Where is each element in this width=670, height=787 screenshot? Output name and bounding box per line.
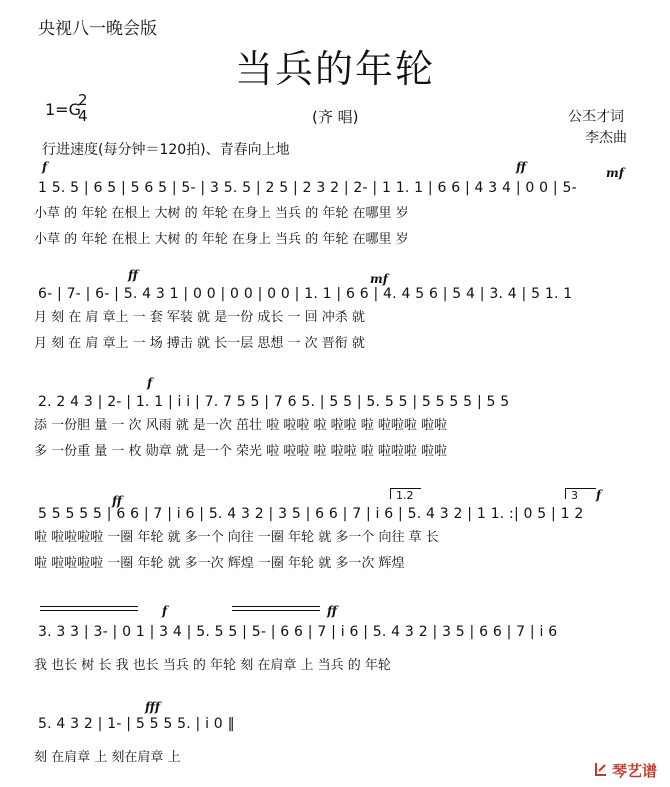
lyricist-credit: 公丕才词 xyxy=(568,109,624,125)
tempo-marking: 行进速度(每分钟＝120拍)、青春向上地 xyxy=(42,142,290,158)
dynamic-mark: mf xyxy=(606,166,624,180)
lyric-verse-1: 添 一份胆 量 一 次 风雨 就 是一次 茁壮 啦 啦啦 啦 啦啦 啦 啦啦啦 啦啦 xyxy=(34,418,447,433)
lyric-verse-2: 小草 的 年轮 在根上 大树 的 年轮 在身上 当兵 的 年轮 在哪里 岁 xyxy=(34,232,409,247)
dynamic-mark: ff xyxy=(327,604,337,618)
composer-credit: 李杰曲 xyxy=(585,130,627,146)
notation-line: 5 5 5 5 5 | 6 6 | 7 | i 6 | 5. 4 3 2 | 3 5 | 6 6 | 7 | i 6 | 5. 4 3 2 | 1 1. :| 0 5 | 1 2 xyxy=(38,506,584,522)
lyric-verse-1: 月 刻 在 肩 章上 一 套 军装 就 是一份 成长 一 回 冲杀 就 xyxy=(34,310,365,325)
dynamic-mark: ff xyxy=(112,494,122,508)
dynamic-mark: f xyxy=(596,488,602,502)
volta-label: 3 xyxy=(571,489,578,502)
lyric-verse-2: 月 刻 在 肩 章上 一 场 搏击 就 长一层 思想 一 次 晋衔 就 xyxy=(34,336,365,351)
notation-line: 5. 4 3 2 | 1- | 5 5 5 5. | i 0 ‖ xyxy=(38,716,235,732)
notation-line: 2. 2 4 3 | 2- | 1. 1 | i i | 7. 7 5 5 | 7 6 5. | 5 5 | 5. 5 5 | 5 5 5 5 | 5 5 xyxy=(38,394,510,410)
source-label: 央视八一晚会版 xyxy=(38,19,157,39)
song-title: 当兵的年轮 xyxy=(234,47,435,91)
site-logo: 琴艺谱 xyxy=(612,762,658,780)
notation-line: 1 5. 5 | 6 5 | 5 6 5 | 5- | 3 5. 5 | 2 5 | 2 3 2 | 2- | 1 1. 1 | 6 6 | 4 3 4 | 0 0 | 5- xyxy=(38,180,577,196)
crescendo-line xyxy=(40,610,138,611)
dynamic-mark: f xyxy=(42,160,48,174)
lyric-verse-1: 啦 啦啦啦啦 一圈 年轮 就 多一个 向往 一圈 年轮 就 多一个 向往 草 长 xyxy=(34,530,439,545)
meter-top: 2 xyxy=(78,91,88,109)
dynamic-mark: mf xyxy=(370,272,388,286)
volta-label: 1.2 xyxy=(396,489,414,502)
lyric-verse-2: 多 一份重 量 一 枚 勋章 就 是一个 荣光 啦 啦啦 啦 啦啦 啦 啦啦啦 啦啦 xyxy=(34,444,447,459)
dynamic-mark: f xyxy=(162,604,168,618)
performance-type: (齐 唱) xyxy=(312,108,359,126)
key-signature: 1=G xyxy=(45,100,81,119)
notation-line: 6- | 7- | 6- | 5. 4 3 1 | 0 0 | 0 0 | 0 0 | 1. 1 | 6 6 | 4. 4 5 6 | 5 4 | 3. 4 | 5 1. 1 xyxy=(38,286,573,302)
dynamic-mark: ff xyxy=(128,268,138,282)
lyric-verse-1: 刻 在肩章 上 刻在肩章 上 xyxy=(34,750,181,765)
crescendo-line xyxy=(40,606,138,607)
music-note-icon xyxy=(593,761,609,777)
lyric-verse-1: 我 也长 树 长 我 也长 当兵 的 年轮 刻 在肩章 上 当兵 的 年轮 xyxy=(34,658,391,673)
meter-bottom: 4 xyxy=(78,107,88,125)
crescendo-line xyxy=(232,606,320,607)
dynamic-mark: ff xyxy=(516,160,526,174)
lyric-verse-2: 啦 啦啦啦啦 一圈 年轮 就 多一次 辉煌 一圈 年轮 就 多一次 辉煌 xyxy=(34,556,405,571)
lyric-verse-1: 小草 的 年轮 在根上 大树 的 年轮 在身上 当兵 的 年轮 在哪里 岁 xyxy=(34,206,409,221)
dynamic-mark: fff xyxy=(145,700,161,714)
time-signature xyxy=(78,92,88,124)
dynamic-mark: f xyxy=(147,376,153,390)
crescendo-line xyxy=(232,610,320,611)
volta-bracket xyxy=(565,488,596,499)
notation-line: 3. 3 3 | 3- | 0 1 | 3 4 | 5. 5 5 | 5- | 6 6 | 7 | i 6 | 5. 4 3 2 | 3 5 | 6 6 | 7 | i 6 xyxy=(38,624,558,640)
